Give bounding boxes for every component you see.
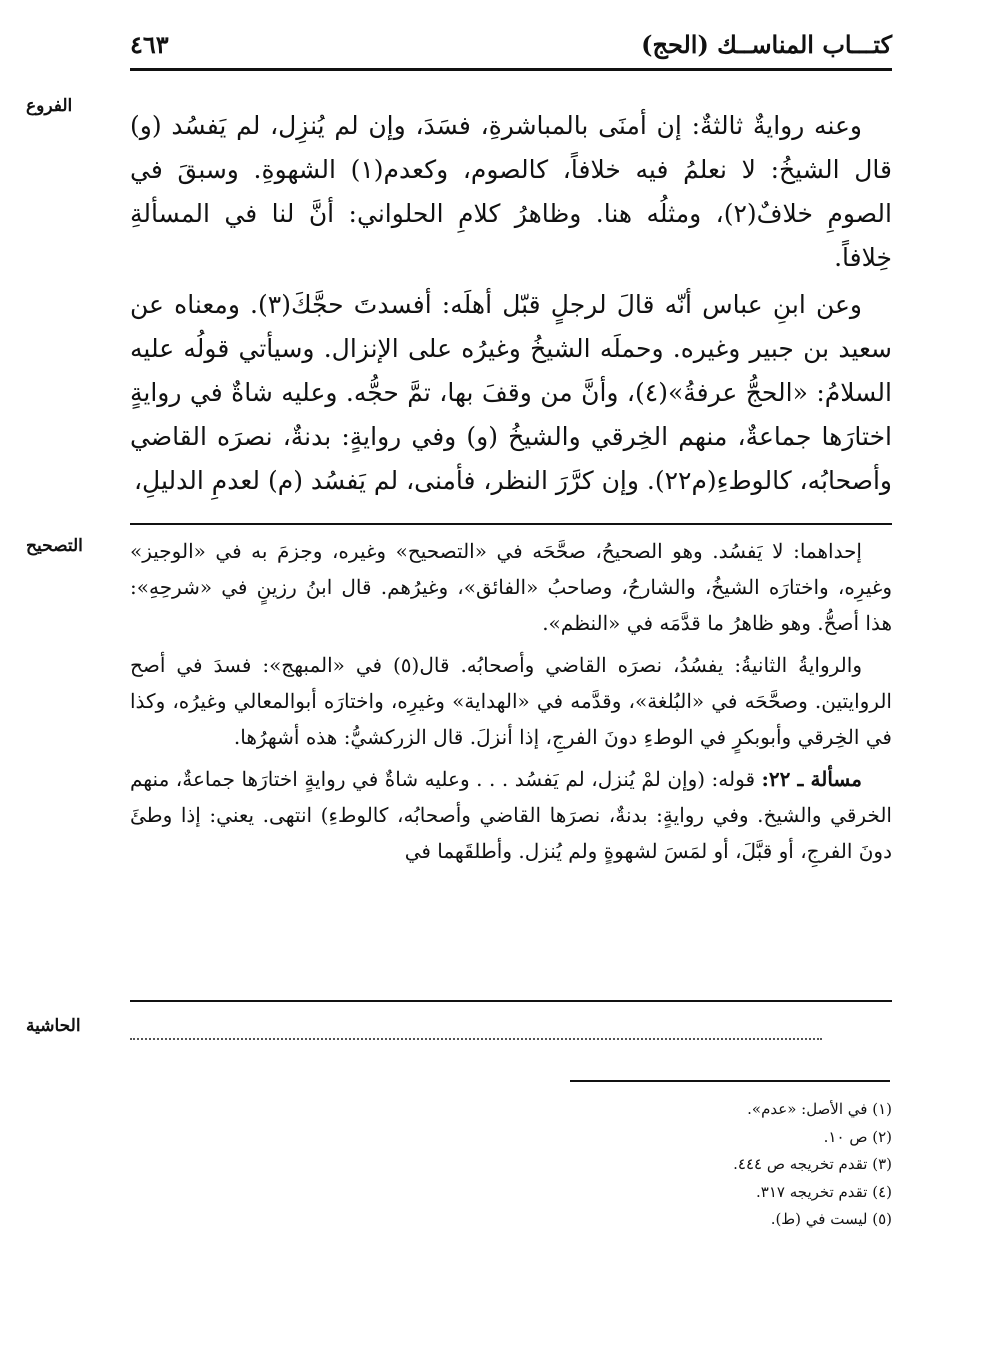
running-title: كتـــاب المناســك (الحج) — [641, 30, 892, 59]
masala-paragraph — [130, 761, 892, 869]
furu-paragraph: وعنه روايةٌ ثالثةٌ: إن أمنَى بالمباشرةِ، فسَدَ، وإن لم يُنزِل، لم يَفسُد (و) قال الشيخُ: لا نعلمُ فيه خلافاً، كالصوم، وكعدم(١) الشهوةِ. وسبقَ في الصومِ خلافٌ(٢)، ومثلُه هنا. وظاهرُ كلامِ الحلواني: أنَّ لنا في المسألةِ خِلافاً. — [130, 111, 892, 272]
footnotes — [292, 1096, 892, 1234]
footnote: (٣) تقدم تخريجه ص ٤٤٤. — [733, 1155, 892, 1173]
tashih-section — [130, 533, 892, 875]
margin-label-furu: الفروع — [26, 96, 73, 116]
margin-label-hashia: الحاشية — [26, 1016, 81, 1036]
footnote: (٢) ص ١٠. — [823, 1127, 892, 1146]
tashih-paragraph: إحداهما: لا يَفسُد. وهو الصحيحُ، صحَّحَه في «التصحيح» وغيره، وجزمَ به في «الوجيز» وغيرِه، واختارَه الشيخُ، والشارحُ، وصاحبُ «الفائق»، وغيرُهم. قال ابنُ رزينٍ في «شرحِهِ»: هذا أصحُّ. وهو ظاهرُ ما قدَّمَه في «النظم». — [130, 539, 892, 635]
masala-label: مسألة ـ ٢٢: — [761, 767, 862, 791]
furu-section — [130, 104, 892, 506]
footnote-rule — [570, 1080, 890, 1082]
margin-label-tashih: التصحيح — [26, 536, 83, 556]
hashia-dotted-line — [130, 1038, 822, 1040]
footnote: (٥) ليست في (ط). — [770, 1210, 892, 1228]
section-divider — [130, 1000, 892, 1002]
page-header — [130, 28, 892, 71]
footnote: (٤) تقدم تخريجه ٣١٧. — [756, 1182, 892, 1201]
tashih-paragraph: والروايةُ الثانيةُ: يفسُدُ، نصرَه القاضي وأصحابُه. قال(٥) في «المبهج»: فسدَ في أصح الروايتين. وصحَّحَه في «البُلغة»، وقدَّمه في «الهداية» وغيرِه، واختارَه أبوالمعالي وغيرُه، وكذا في الخِرقي وأبوبكرٍ في الوطءِ دونَ الفرجِ، إذا أنزلَ. قال الزركشيُّ: هذه أشهرُها. — [130, 653, 892, 749]
footnote: (١) في الأصل: «عدم». — [747, 1100, 892, 1118]
furu-paragraph: وعن ابنِ عباس أنّه قالَ لرجلٍ قبّل أهلَه: أفسدتَ حجَّكَ(٣). ومعناه عن سعيد بن جبير وغيره. وحملَه الشيخُ وغيرُه على الإنزال. وسيأتي قولُه عليه السلامُ: «الحجُّ عرفةُ»(٤)، وأنَّ من وقفَ بها، تمَّ حجُّه. وعليه شاةٌ في روايةٍ اختارَها جماعةٌ، منهم الخِرقي والشيخُ (و) وفي روايةٍ: بدنةٌ، نصرَه القاضي وأصحابُه، كالوطءِ(م٢٢). وإن كرَّرَ النظر، فأمنى، لم يَفسُد (م) لعدمِ الدليلِ، — [130, 290, 892, 495]
masala-text: قوله: (وإن لمْ يُنزل، لم يَفسُد . . . وعليه شاةٌ في روايةٍ اختارَها جماعةٌ، منهم الخرقي والشيخ. وفي روايةٍ: بدنةٌ، نصرَها القاضي وأصحابُه، كالوطءِ) انتهى. يعني: إذا وطئَ دونَ الفرجِ، أو قبَّلَ، أو لمَسَ لشهوةٍ ولم يُنزل. وأطلقَهما في — [130, 767, 892, 863]
page-number: ٤٦٣ — [130, 30, 169, 59]
section-divider — [130, 523, 892, 525]
